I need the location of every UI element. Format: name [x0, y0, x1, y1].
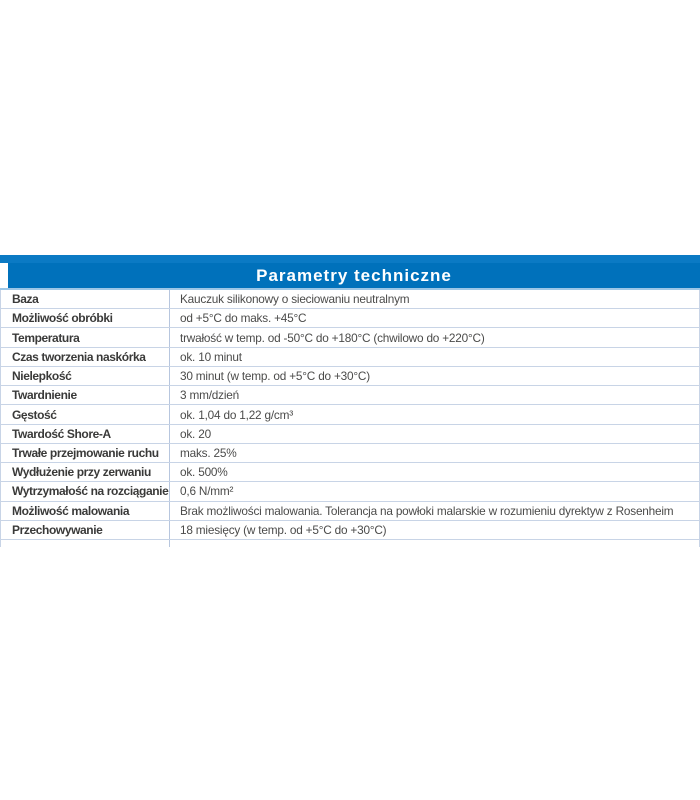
table-row: [1, 521, 699, 540]
param-value: maks. 25%: [180, 445, 237, 460]
param-label: Wytrzymałość na rozciąganie: [1, 482, 170, 500]
param-label: Możliwość malowania: [1, 502, 170, 520]
header-accent-strip: [0, 255, 700, 263]
param-label: Wydłużenie przy zerwaniu: [1, 463, 170, 481]
table-row: [1, 463, 699, 482]
table-row: [1, 290, 699, 309]
param-value: ok. 20: [180, 426, 211, 441]
table-row: [1, 367, 699, 386]
param-value: 0,6 N/mm²: [180, 484, 234, 499]
table-header: [8, 263, 700, 288]
table-bottom-stub: [0, 540, 700, 547]
param-label: Twardość Shore-A: [1, 425, 170, 443]
param-value: 30 minut (w temp. od +5°C do +30°C): [180, 369, 370, 384]
param-value: ok. 1,04 do 1,22 g/cm³: [180, 407, 293, 422]
table-row: [1, 386, 699, 405]
param-label: Czas tworzenia naskórka: [1, 348, 170, 366]
table-title: Parametry techniczne: [256, 265, 452, 285]
table-bottom-stub-divider: [1, 540, 170, 547]
param-label: Trwałe przejmowanie ruchu: [1, 444, 170, 462]
param-value: 3 mm/dzień: [180, 388, 239, 403]
technical-parameters-table: [0, 255, 700, 547]
param-value: ok. 10 minut: [180, 349, 242, 364]
param-value: Brak możliwości malowania. Tolerancja na powłoki malarskie w rozumieniu dyrektyw z Rosenheim: [180, 503, 674, 518]
param-value: trwałość w temp. od -50°C do +180°C (chwilowo do +220°C): [180, 330, 485, 345]
param-label: Możliwość obróbki: [1, 309, 170, 327]
param-label: Temperatura: [1, 328, 170, 346]
param-value: 18 miesięcy (w temp. od +5°C do +30°C): [180, 522, 387, 537]
param-label: Twardnienie: [1, 386, 170, 404]
param-label: Przechowywanie: [1, 521, 170, 539]
param-label: Gęstość: [1, 405, 170, 423]
param-value: ok. 500%: [180, 465, 228, 480]
parameter-rows: [0, 290, 700, 540]
table-row: [1, 348, 699, 367]
table-row: [1, 328, 699, 347]
table-row: [1, 482, 699, 501]
table-row: [1, 444, 699, 463]
param-label: Nielepkość: [1, 367, 170, 385]
table-row: [1, 309, 699, 328]
param-label: Baza: [1, 290, 170, 308]
param-value: od +5°C do maks. +45°C: [180, 311, 307, 326]
table-row: [1, 405, 699, 424]
param-value: Kauczuk silikonowy o sieciowaniu neutralnym: [180, 292, 410, 307]
table-row: [1, 425, 699, 444]
table-row: [1, 502, 699, 521]
